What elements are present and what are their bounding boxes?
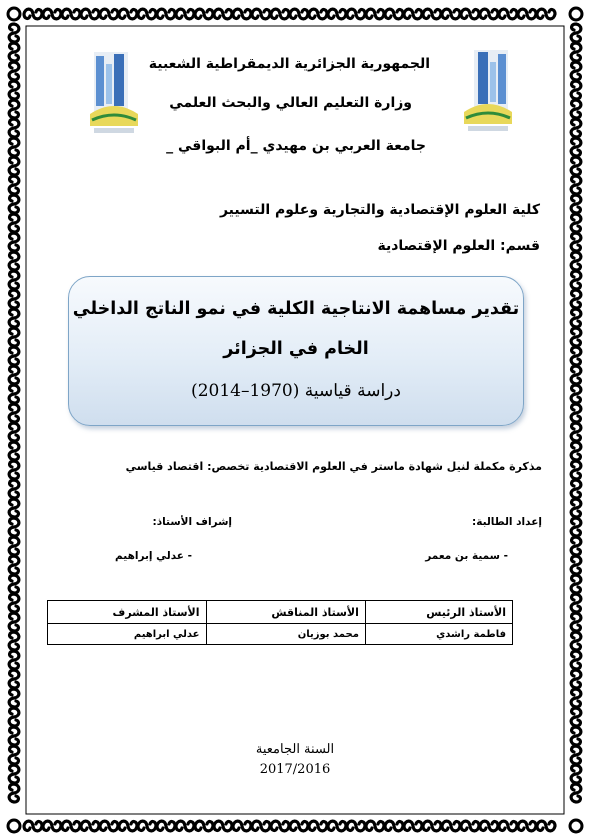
border-ornament — [571, 385, 581, 403]
border-ornament — [442, 9, 460, 19]
border-ornament — [9, 670, 19, 688]
border-ornament — [9, 556, 19, 574]
border-ornament — [571, 309, 581, 327]
border-ornament — [480, 9, 498, 19]
border-ornament — [9, 81, 19, 99]
ministry-name: وزارة التعليم العالي والبحث العلمي — [169, 95, 412, 111]
border-ornament — [214, 9, 232, 19]
border-ornament — [9, 43, 19, 61]
border-ornament — [571, 233, 581, 251]
supervisor-dash: - — [183, 550, 192, 562]
border-ornament — [571, 708, 581, 726]
border-ornament — [571, 518, 581, 536]
border-ornament — [404, 9, 422, 19]
border-ornament — [138, 9, 156, 19]
border-ornament — [195, 821, 213, 831]
border-ornament — [571, 252, 581, 270]
border-ornament — [43, 821, 61, 831]
thesis-title-line2: الخام في الجزائر — [223, 339, 369, 359]
border-ornament — [252, 821, 270, 831]
student-name-text: سمية بن معمر — [425, 550, 500, 562]
border-ornament — [461, 9, 479, 19]
border-corner — [8, 8, 20, 20]
border-ornament — [347, 821, 365, 831]
border-ornament — [571, 62, 581, 80]
border-ornament — [43, 9, 61, 19]
border-ornament — [571, 499, 581, 517]
border-ornament — [81, 821, 99, 831]
border-ornament — [442, 821, 460, 831]
border-ornament — [537, 821, 555, 831]
jury-header-president: الأستاذ الرئيس — [365, 601, 512, 624]
border-ornament — [9, 404, 19, 422]
border-ornament — [385, 9, 403, 19]
supervisor-name-text: عدلي إبراهيم — [115, 550, 184, 562]
border-ornament — [571, 537, 581, 555]
border-ornament — [571, 24, 581, 42]
border-ornament — [571, 214, 581, 232]
border-ornament — [571, 651, 581, 669]
border-ornament — [9, 575, 19, 593]
border-ornament — [119, 9, 137, 19]
memo-description: مذكرة مكملة لنيل شهادة ماستر في العلوم الاقتصادية تخصص: اقتصاد قياسي — [125, 460, 542, 473]
border-ornament — [100, 9, 118, 19]
border-ornament — [571, 556, 581, 574]
border-ornament — [571, 461, 581, 479]
border-ornament — [24, 9, 42, 19]
academic-year-value: 2017/2016 — [259, 762, 331, 777]
border-ornament — [571, 81, 581, 99]
border-ornament — [233, 9, 251, 19]
border-ornament — [571, 347, 581, 365]
border-ornament — [571, 138, 581, 156]
border-ornament — [176, 821, 194, 831]
border-ornament — [9, 290, 19, 308]
border-ornament — [9, 613, 19, 631]
border-ornament — [290, 821, 308, 831]
university-logo-right — [460, 44, 516, 136]
border-ornament — [62, 9, 80, 19]
border-ornament — [9, 461, 19, 479]
border-ornament — [461, 821, 479, 831]
border-ornament — [9, 708, 19, 726]
border-ornament — [9, 518, 19, 536]
border-ornament — [9, 138, 19, 156]
border-ornament — [9, 366, 19, 384]
border-corner — [570, 820, 582, 832]
jury-header-row — [48, 601, 513, 624]
border-ornament — [571, 290, 581, 308]
university-name: جامعة العربي بن مهيدي _أم البواقي _ — [166, 138, 426, 154]
border-ornament — [423, 821, 441, 831]
border-ornament — [9, 480, 19, 498]
student-label: إعداد الطالبة: — [472, 516, 542, 528]
jury-header-supervisor: الأستاذ المشرف — [48, 601, 207, 624]
border-ornament — [518, 9, 536, 19]
border-ornament — [571, 423, 581, 441]
border-ornament — [119, 821, 137, 831]
border-ornament — [385, 821, 403, 831]
border-ornament — [309, 821, 327, 831]
border-ornament — [9, 537, 19, 555]
border-ornament — [404, 821, 422, 831]
student-name — [378, 550, 508, 562]
border-ornament — [571, 328, 581, 346]
supervisor-label: إشراف الأستاذ: — [152, 516, 232, 528]
border-ornament — [9, 651, 19, 669]
border-ornament — [9, 784, 19, 802]
border-ornament — [9, 252, 19, 270]
border-ornament — [9, 176, 19, 194]
border-corner — [570, 8, 582, 20]
student-dash: - — [499, 550, 508, 562]
border-ornament — [366, 9, 384, 19]
border-ornament — [571, 43, 581, 61]
border-ornament — [9, 347, 19, 365]
supervisor-name — [72, 550, 192, 562]
jury-names-row — [48, 624, 513, 645]
border-ornament — [480, 821, 498, 831]
border-ornament — [366, 821, 384, 831]
border-ornament — [9, 594, 19, 612]
jury-name-supervisor: عدلي ابراهيم — [48, 624, 207, 645]
border-ornament — [9, 632, 19, 650]
border-ornament — [157, 9, 175, 19]
border-ornament — [571, 784, 581, 802]
border-ornament — [100, 821, 118, 831]
thesis-title-line1: تقدير مساهمة الانتاجية الكلية في نمو الناتج الداخلي — [72, 299, 520, 319]
border-ornament — [214, 821, 232, 831]
thesis-title-box — [68, 276, 524, 426]
border-ornament — [9, 689, 19, 707]
border-ornament — [537, 9, 555, 19]
border-ornament — [571, 176, 581, 194]
border-ornament — [157, 821, 175, 831]
border-ornament — [571, 632, 581, 650]
border-ornament — [24, 821, 42, 831]
border-ornament — [9, 499, 19, 517]
border-corner — [8, 820, 20, 832]
border-ornament — [81, 9, 99, 19]
border-ornament — [271, 821, 289, 831]
border-ornament — [9, 62, 19, 80]
border-ornament — [518, 821, 536, 831]
border-ornament — [571, 404, 581, 422]
border-ornament — [9, 309, 19, 327]
border-ornament — [195, 9, 213, 19]
border-ornament — [571, 157, 581, 175]
border-ornament — [328, 821, 346, 831]
border-ornament — [571, 100, 581, 118]
jury-name-president: فاطمة راشدي — [365, 624, 512, 645]
border-ornament — [9, 423, 19, 441]
border-ornament — [138, 821, 156, 831]
border-ornament — [499, 9, 517, 19]
border-ornament — [9, 157, 19, 175]
border-ornament — [571, 366, 581, 384]
border-ornament — [328, 9, 346, 19]
border-ornament — [9, 271, 19, 289]
border-ornament — [571, 480, 581, 498]
border-ornament — [571, 689, 581, 707]
border-ornament — [499, 821, 517, 831]
border-ornament — [571, 613, 581, 631]
border-ornament — [290, 9, 308, 19]
border-ornament — [9, 119, 19, 137]
border-ornament — [423, 9, 441, 19]
border-ornament — [9, 328, 19, 346]
border-ornament — [571, 195, 581, 213]
border-ornament — [9, 195, 19, 213]
department-name: قسم: العلوم الإقتصادية — [377, 238, 540, 254]
border-ornament — [571, 670, 581, 688]
border-ornament — [233, 821, 251, 831]
border-ornament — [62, 821, 80, 831]
border-ornament — [347, 9, 365, 19]
country-name: الجمهورية الجزائرية الديمقراطية الشعبية — [148, 56, 430, 72]
border-ornament — [9, 233, 19, 251]
border-ornament — [309, 9, 327, 19]
border-ornament — [9, 24, 19, 42]
border-ornament — [9, 442, 19, 460]
border-ornament — [9, 100, 19, 118]
jury-header-examiner: الأستاذ المناقش — [206, 601, 365, 624]
border-ornament — [252, 9, 270, 19]
border-ornament — [571, 594, 581, 612]
border-ornament — [571, 271, 581, 289]
faculty-name: كلية العلوم الإقتصادية والتجارية وعلوم التسيير — [219, 202, 540, 218]
border-ornament — [176, 9, 194, 19]
border-ornament — [9, 214, 19, 232]
border-ornament — [9, 385, 19, 403]
jury-name-examiner: محمد بوزيان — [206, 624, 365, 645]
academic-year-label: السنة الجامعية — [255, 742, 335, 757]
border-ornament — [571, 119, 581, 137]
study-type: دراسة قياسية (1970–2014) — [191, 381, 401, 401]
border-ornament — [571, 575, 581, 593]
border-ornament — [571, 442, 581, 460]
border-ornament — [271, 9, 289, 19]
jury-table — [47, 600, 513, 645]
